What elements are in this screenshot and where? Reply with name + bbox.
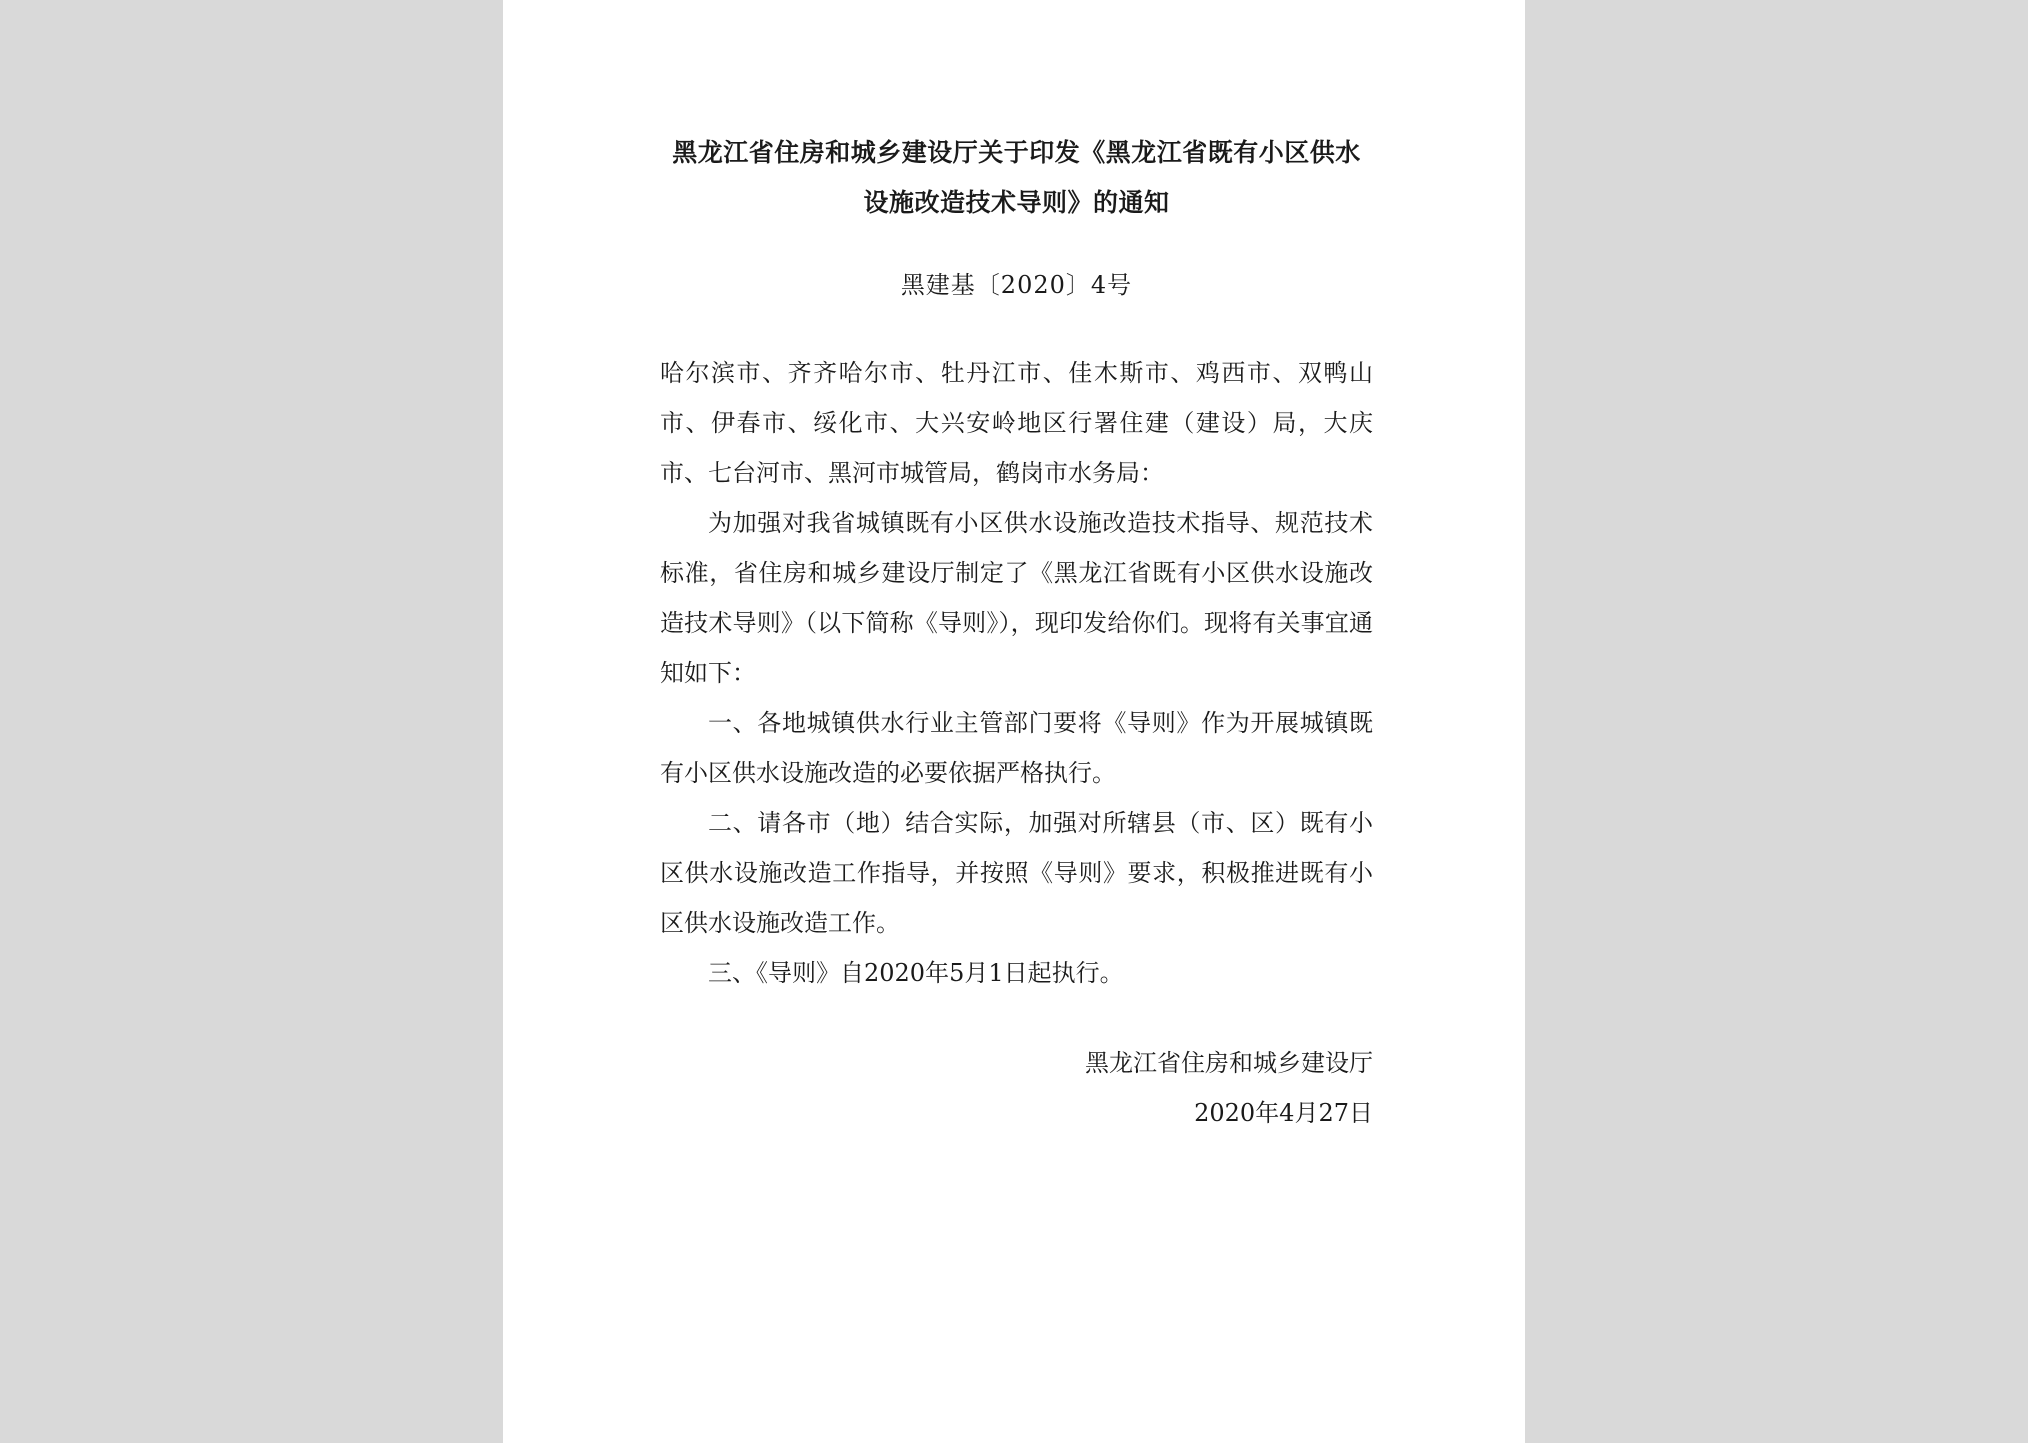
issuer-name: 黑龙江省住房和城乡建设厅 (1085, 1049, 1373, 1077)
document-body (660, 348, 1373, 998)
signature-block (660, 1038, 1373, 1138)
body-paragraph: 为加强对我省城镇既有小区供水设施改造技术指导、规范技术标准，省住房和城乡建设厅制定了《黑龙江省既有小区供水设施改造技术导则》（以下简称《导则》），现印发给你们。现将有关事宜通知如下： (660, 509, 1373, 687)
document-page (503, 0, 1525, 1443)
document-title: 黑龙江省住房和城乡建设厅关于印发《黑龙江省既有小区供水设施改造技术导则》的通知 (672, 138, 1361, 217)
body-paragraph: 三、《导则》自2020年5月1日起执行。 (708, 959, 1124, 987)
document-content (660, 128, 1373, 1138)
body-paragraph: 二、请各市（地）结合实际，加强对所辖县（市、区）既有小区供水设施改造工作指导，并按照《导则》要求，积极推进既有小区供水设施改造工作。 (660, 809, 1373, 937)
document-number: 黑建基〔2020〕4号 (900, 271, 1133, 299)
issue-date: 2020年4月27日 (1194, 1099, 1373, 1127)
body-paragraph: 一、各地城镇供水行业主管部门要将《导则》作为开展城镇既有小区供水设施改造的必要依据严格执行。 (660, 709, 1373, 787)
recipients-paragraph: 哈尔滨市、齐齐哈尔市、牡丹江市、佳木斯市、鸡西市、双鸭山市、伊春市、绥化市、大兴安岭地区行署住建（建设）局，大庆市、七台河市、黑河市城管局，鹤岗市水务局： (660, 359, 1373, 487)
